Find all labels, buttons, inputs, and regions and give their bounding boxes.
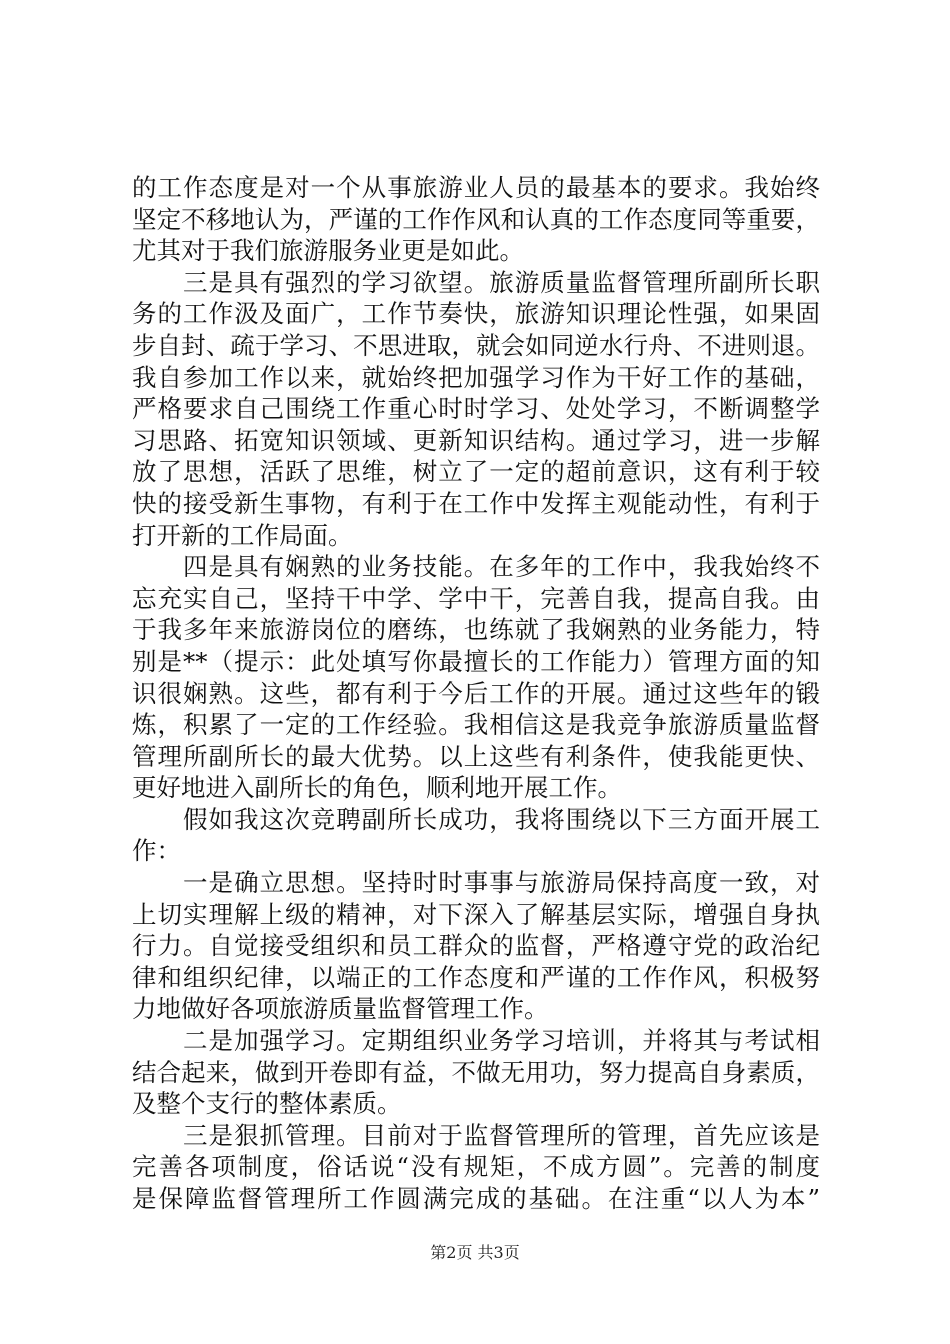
text-line: 完善各项制度，俗话说“没有规矩，不成方圆”。完善的制度 [132,1152,820,1182]
text-line: 二是加强学习。定期组织业务学习培训，并将其与考试相 [132,1026,820,1056]
text-line: 力地做好各项旅游质量监督管理工作。 [132,994,549,1024]
text-line: 上切实理解上级的精神，对下深入了解基层实际，增强自身执 [132,899,820,929]
text-line: 我自参加工作以来，就始终把加强学习作为干好工作的基础， [132,362,820,392]
text-line: 是保障监督管理所工作圆满完成的基础。在注重“以人为本” [132,1184,820,1213]
text-line: 习思路、拓宽知识领域、更新知识结构。通过学习，进一步解 [132,425,820,455]
text-line: 打开新的工作局面。 [132,520,353,550]
text-line: 务的工作汲及面广，工作节奏快，旅游知识理论性强，如果固 [132,299,820,329]
text-line: 坚定不移地认为，严谨的工作作风和认真的工作态度同等重要， [132,204,820,234]
text-line: 三是具有强烈的学习欲望。旅游质量监督管理所副所长职 [132,267,820,297]
text-line: 快的接受新生事物，有利于在工作中发挥主观能动性，有利于 [132,488,820,518]
text-line: 的工作态度是对一个从事旅游业人员的最基本的要求。我始终 [132,173,820,202]
text-line: 识很娴熟。这些，都有利于今后工作的开展。通过这些年的锻 [132,678,820,708]
text-line: 于我多年来旅游岗位的磨练，也练就了我娴熟的业务能力，特 [132,615,820,645]
text-line: 四是具有娴熟的业务技能。在多年的工作中，我我始终不 [132,552,820,582]
text-line: 严格要求自己围绕工作重心时时学习、处处学习，不断调整学 [132,394,820,424]
document-body [132,172,820,1215]
text-line: 及整个支行的整体素质。 [132,1089,402,1119]
text-line: 放了思想，活跃了思维，树立了一定的超前意识，这有利于较 [132,457,820,487]
text-line: 步自封、疏于学习、不思进取，就会如同逆水行舟、不进则退。 [132,330,820,360]
text-line: 结合起来，做到开卷即有益，不做无用功，努力提高自身素质， [132,1057,820,1087]
page-footer: 第2页 共3页 [430,1243,520,1262]
text-line: 管理所副所长的最大优势。以上这些有利条件，使我能更快、 [132,741,820,771]
text-line: 假如我这次竞聘副所长成功，我将围绕以下三方面开展工 [132,804,820,834]
text-line: 别是**（提示：此处填写你最擅长的工作能力）管理方面的知 [132,646,820,676]
text-line: 忘充实自己，坚持干中学、学中干，完善自我，提高自我。由 [132,583,820,613]
text-line: 律和组织纪律，以端正的工作态度和严谨的工作作风，积极努 [132,962,820,992]
text-line: 作： [132,836,181,866]
text-line: 更好地进入副所长的角色，顺利地开展工作。 [132,773,622,803]
text-line: 一是确立思想。坚持时时事事与旅游局保持高度一致，对 [132,868,820,898]
text-line: 尤其对于我们旅游服务业更是如此。 [132,236,524,266]
text-line: 炼，积累了一定的工作经验。我相信这是我竞争旅游质量监督 [132,710,820,740]
text-line: 行力。自觉接受组织和员工群众的监督，严格遵守党的政治纪 [132,931,820,961]
text-line: 三是狠抓管理。目前对于监督管理所的管理，首先应该是 [132,1120,820,1150]
